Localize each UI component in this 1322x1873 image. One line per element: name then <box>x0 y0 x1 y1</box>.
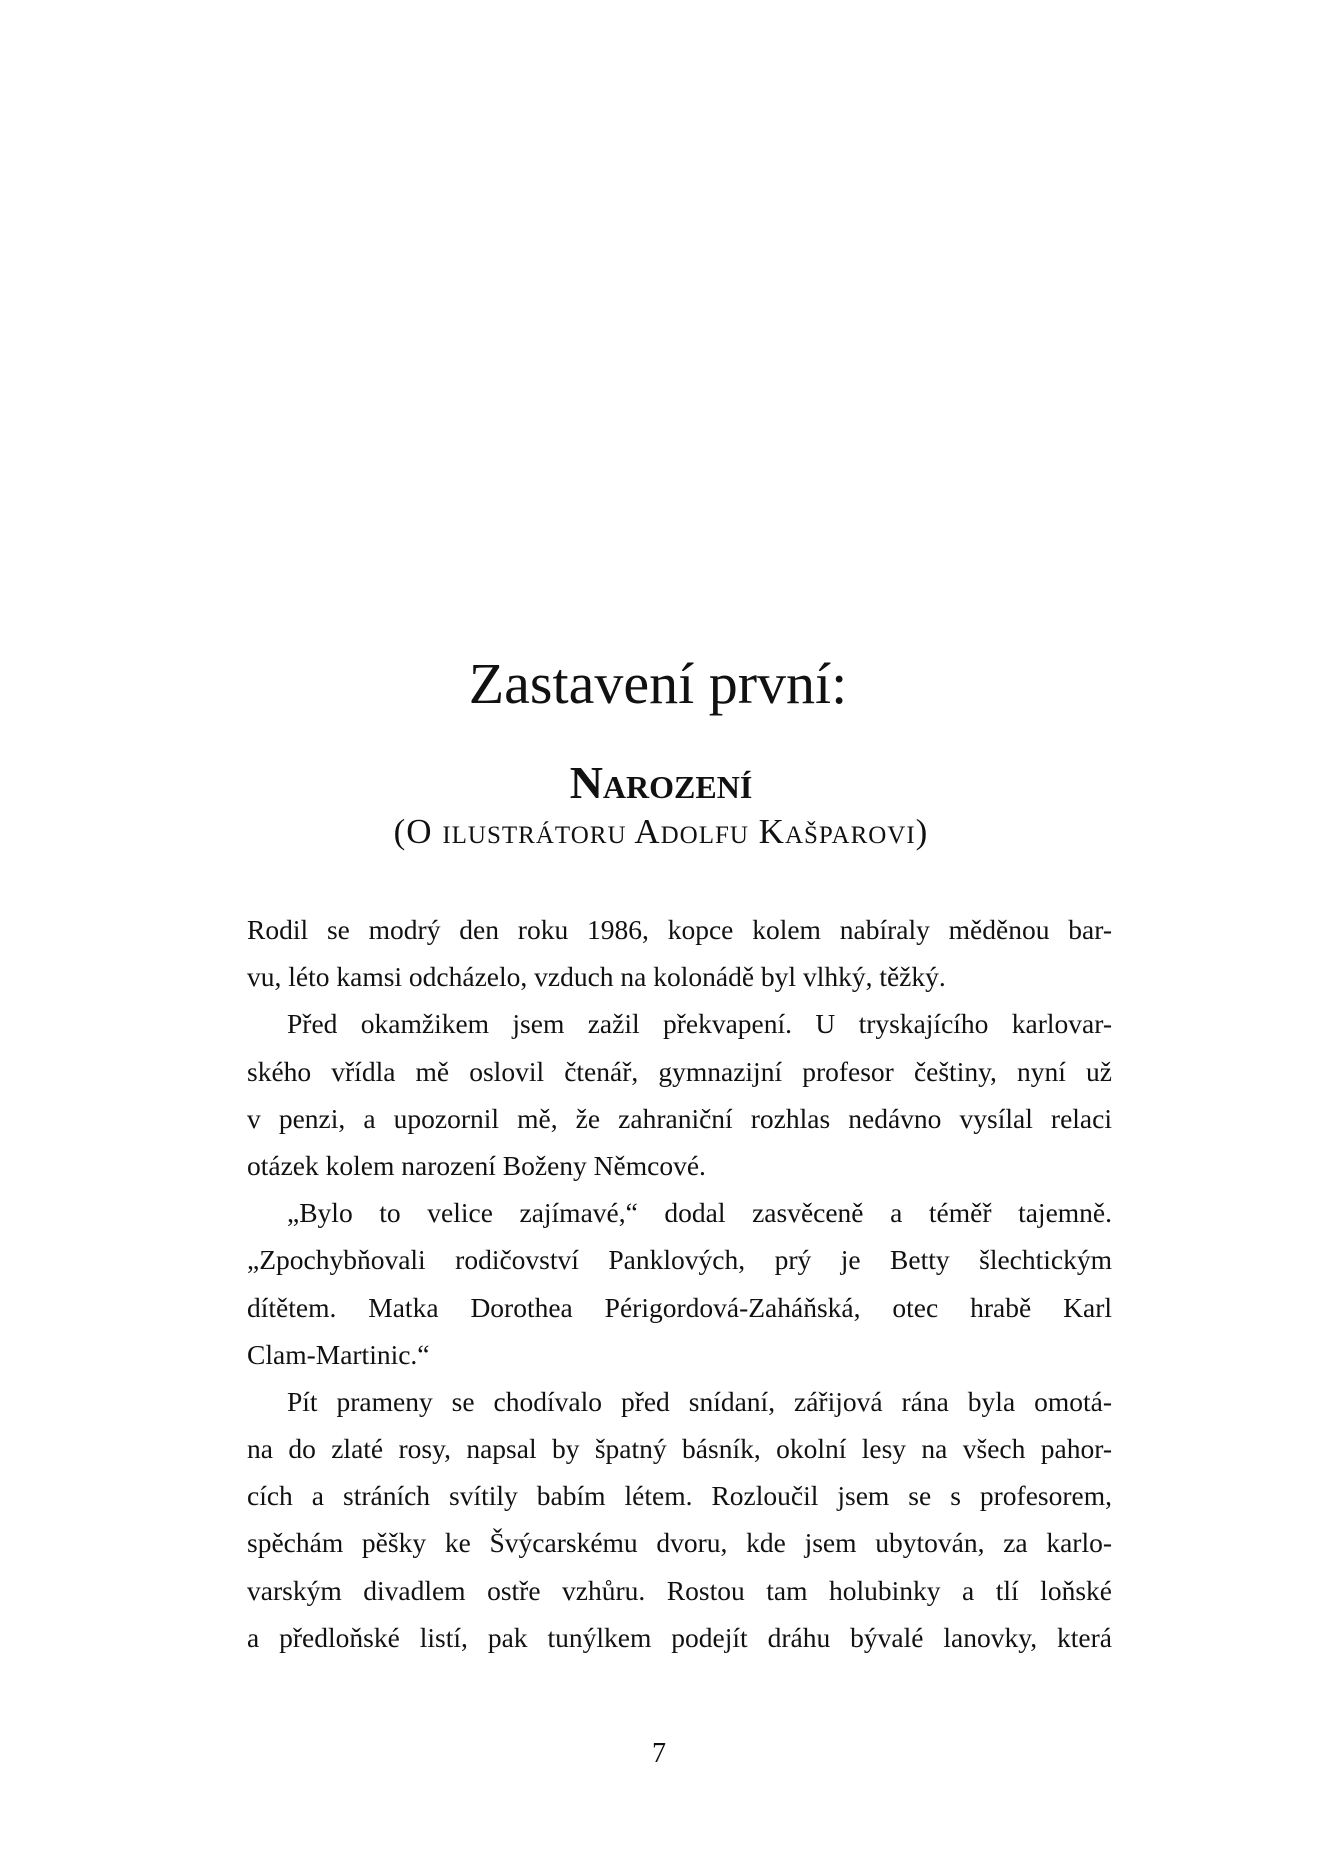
paragraph <box>247 1378 1112 1661</box>
text-line: otázek kolem narození Boženy Němcové. <box>247 1149 706 1181</box>
text-line: a předloňské listí, pak tunýlkem podejít dráhu bývalé lanovky, která <box>247 1621 1112 1653</box>
text-line: Před okamžikem jsem zažil překvapení. U tryskajícího karlovar- <box>287 1008 1112 1040</box>
text-line: na do zlaté rosy, napsal by špatný básník, okolní lesy na všech pahor- <box>247 1433 1112 1465</box>
text-line: Clam-Martinic.“ <box>247 1338 430 1370</box>
text-line: varským divadlem ostře vzhůru. Rostou tam holubinky a tlí loňské <box>247 1574 1112 1606</box>
paragraph <box>247 1000 1112 1189</box>
text-line: Rodil se modrý den roku 1986, kopce kolem nabíraly měděnou bar- <box>247 914 1112 945</box>
paragraph <box>247 906 1112 1000</box>
text-line: „Zpochybňovali rodičovství Panklových, prý je Betty šlechtickým <box>247 1244 1112 1276</box>
body-text <box>247 906 1112 1661</box>
text-line: „Bylo to velice zajímavé,“ dodal zasvěceně a téměř tajemně. <box>287 1197 1112 1229</box>
text-line: Pít prameny se chodívalo před snídaní, zářijová rána byla omotá- <box>287 1385 1112 1417</box>
text-line: dítětem. Matka Dorothea Périgordová-Zaháňská, otec hrabě Karl <box>247 1291 1112 1323</box>
text-line: ského vřídla mě oslovil čtenář, gymnazijní profesor češtiny, nyní už <box>247 1055 1112 1087</box>
text-line: cích a stráních svítily babím létem. Rozloučil jsem se s profesorem, <box>247 1480 1112 1512</box>
text-line: v penzi, a upozornil mě, že zahraniční rozhlas nedávno vysílal relaci <box>247 1102 1112 1134</box>
chapter-subtitle: (O ilustrátoru Adolfu Kašparovi) <box>393 812 929 851</box>
page-number: 7 <box>652 1738 666 1769</box>
text-line: vu, léto kamsi odcházelo, vzduch na kolonádě byl vlhký, těžký. <box>247 961 946 993</box>
chapter-heading: Narození <box>569 757 753 808</box>
text-line: spěchám pěšky ke Švýcarskému dvoru, kde jsem ubytován, za karlo- <box>247 1527 1112 1559</box>
paragraph <box>247 1189 1112 1378</box>
chapter-title: Zastavení první: <box>468 651 848 716</box>
